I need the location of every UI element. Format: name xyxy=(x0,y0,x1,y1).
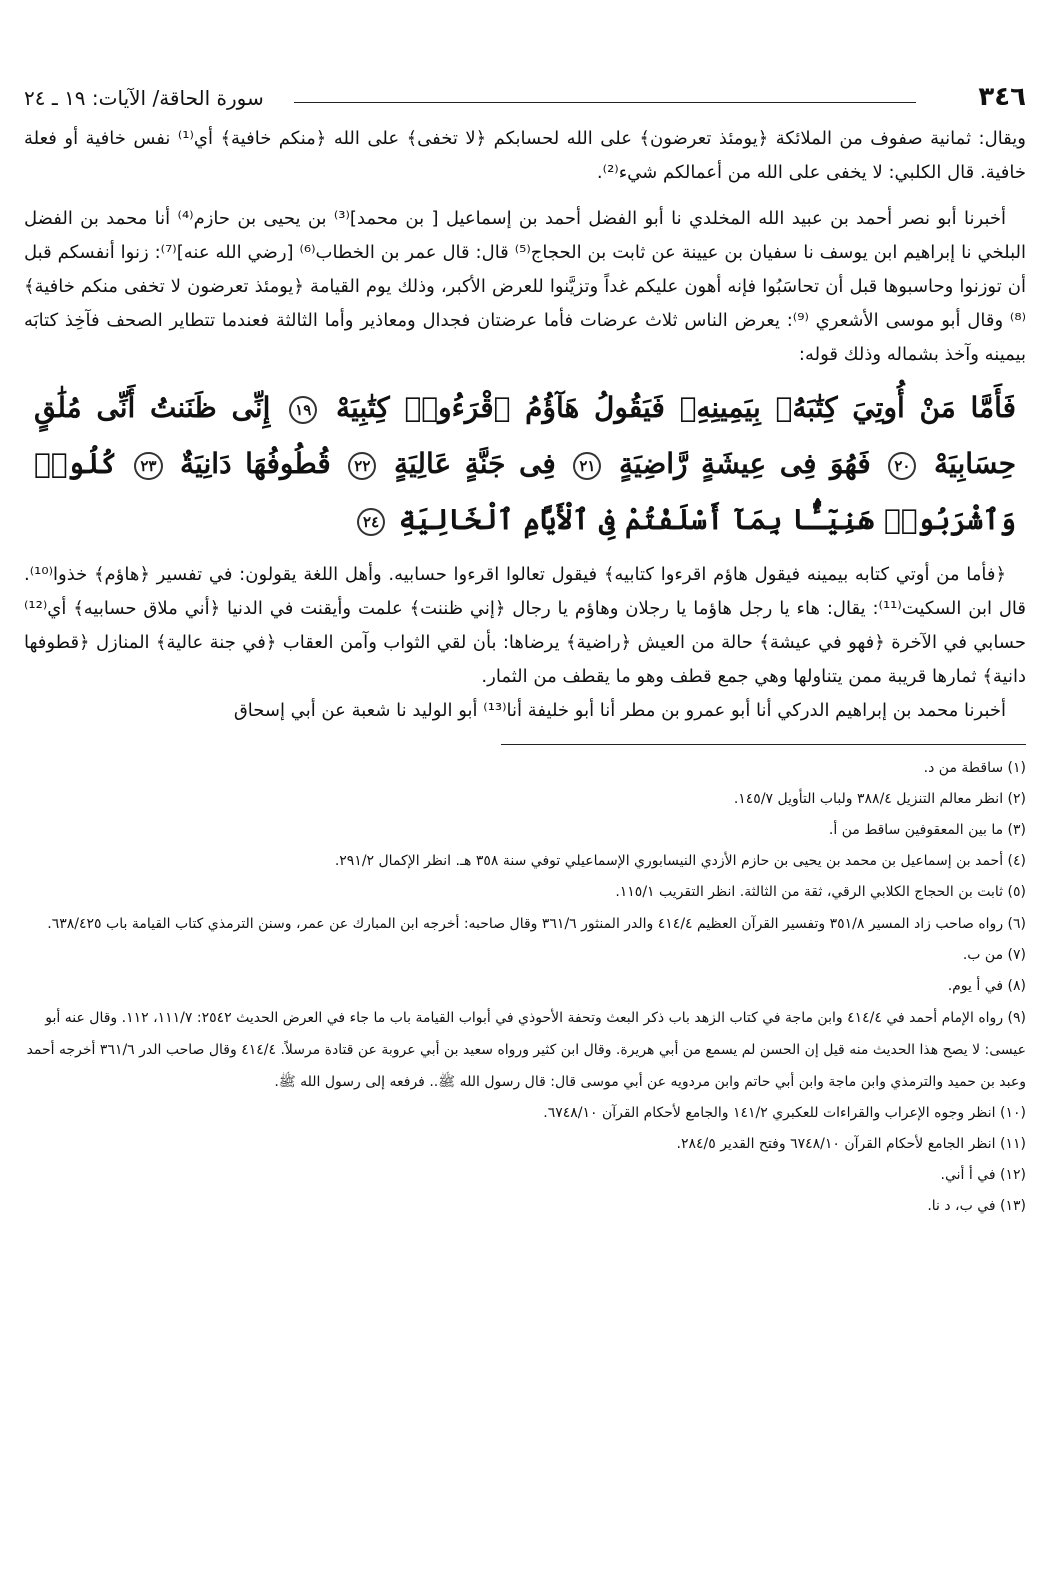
paragraph: ويقال: ثمانية صفوف من الملائكة ﴿يومئذ تعرضون﴾ على الله لحسابكم ﴿لا تخفى﴾ على الله ﴿منكم خافية﴾ أي⁽¹⁾ نفس خافية أو فعلة خافية. قال الكلبي: لا يخفى على الله من أعمالكم شيء⁽²⁾. xyxy=(24,128,1026,183)
ayah-number: ٢٤ xyxy=(357,508,385,536)
verse-text: قُطُوفُهَا دَانِيَةٌ xyxy=(180,447,331,480)
footnote: (٥) ثابت بن الحجاج الكلابي الرقي، ثقة من الثالثة. انظر التقريب ١١٥/١. xyxy=(615,884,1026,900)
footnote: (٧) من ب. xyxy=(962,947,1026,963)
footnote: (٢) انظر معالم التنزيل ٣٨٨/٤ ولباب التأويل ١٤٥/٧. xyxy=(733,791,1026,807)
footnotes xyxy=(24,753,1026,1222)
ayah-number: ٢٣ xyxy=(134,452,162,480)
ayah-number: ٢٠ xyxy=(888,452,916,480)
ayah-number: ٢١ xyxy=(573,452,601,480)
ayah-number: ٢٢ xyxy=(348,452,376,480)
footnote: (٤) أحمد بن إسماعيل بن محمد بن يحيى بن حازم الأزدي النيسابوري الإسماعيلي توفي سنة ٣٥٨ هـ. انظر الإكمال ٢٩١/٢. xyxy=(334,853,1026,869)
footnote: (٦) رواه صاحب زاد المسير ٣٥١/٨ وتفسير القرآن العظيم ٤١٤/٤ والدر المنثور ٣٦١/٦ وقال صاحبه: أخرجه ابن المبارك عن عمر، وسنن الترمذي كتاب القيامة باب ٦٣٨/٤٢٥. xyxy=(47,916,1026,932)
page-number: ٣٤٦ xyxy=(978,82,1026,112)
footnote: (١١) انظر الجامع لأحكام القرآن ٦٧٤٨/١٠ وفتح القدير ٢٨٤/٥. xyxy=(676,1136,1026,1152)
paragraph: أخبرنا أبو نصر أحمد بن عبيد الله المخلدي نا أبو الفضل أحمد بن إسماعيل [ بن محمد]⁽³⁾ بن يحيى بن حازم⁽⁴⁾ أنا محمد بن الفضل البلخي نا إبراهيم ابن يوسف نا سفيان بن عيينة عن ثابت بن الحجاج⁽⁵⁾ قال: قال عمر بن الخطاب⁽⁶⁾ [رضي الله عنه]⁽⁷⁾: زنوا أنفسكم قبل أن توزنوا وحاسبوها قبل أن تحاسَبُوا فإنه أهون عليكم غداً وتزيَّنوا للعرض الأكبر، وذلك يوم القيامة ﴿يومئذ تعرضون لا تخفى منكم خافية﴾⁽⁸⁾ وقال أبو موسى الأشعري ⁽⁹⁾: يعرض الناس ثلاث عرضات فأما عرضتان فجدال ومعاذير وأما الثالثة فعندما تتطاير الصحف فآخِذ كتابَه بيمينه وآخذ بشماله وذلك قوله: xyxy=(24,208,1027,365)
verse-text: كُلُوا۟ وَٱشْرَبُوا۟ هَنِيٓـًٔۢا بِمَآ أَسْلَفْتُمْ فِى ٱلْأَيَّامِ ٱلْخَالِيَةِ xyxy=(34,447,1016,536)
footnote: (١٢) في أ أني. xyxy=(940,1167,1026,1183)
main-text xyxy=(24,122,1026,728)
page-header xyxy=(24,82,1026,122)
footnote-rule xyxy=(501,744,1026,745)
verse-text: فَهُوَ فِى عِيشَةٍ رَّاضِيَةٍ xyxy=(618,447,871,480)
ayah-number: ١٩ xyxy=(289,396,317,424)
paragraph: ﴿فأما من أوتي كتابه بيمينه فيقول هاؤم اقرءوا كتابيه﴾ فيقول تعالوا اقرءوا حسابيه. وأهل اللغة يقولون: في تفسير ﴿هاؤم﴾ خذوا⁽¹⁰⁾. قال ابن السكيت⁽¹¹⁾: يقال: هاء يا رجل هاؤما يا رجلان وهاؤم يا رجال ﴿إني ظننت﴾ علمت وأيقنت في الدنيا ﴿أني ملاق حسابيه﴾ أي⁽¹²⁾ حسابي في الآخرة ﴿فهو في عيشة﴾ حالة من العيش ﴿راضية﴾ يرضاها: بأن لقي الثواب وآمن العقاب ﴿في جنة عالية﴾ المنازل ﴿قطوفها دانية﴾ ثمارها قريبة ممن يتناولها وهي جمع قطف وهو ما يقطف من الثمار. xyxy=(24,564,1026,687)
paragraph: أخبرنا محمد بن إبراهيم الدركي أنا أبو عمرو بن مطر أنا أبو خليفة أنا⁽¹³⁾ أبو الوليد نا شعبة عن أبي إسحاق xyxy=(233,700,1006,721)
header-rule xyxy=(294,102,916,103)
verse-text: إِنِّى ظَنَنتُ أَنِّى مُلَٰقٍ حِسَابِيَهْ xyxy=(34,391,1017,480)
running-title: سورة الحاقة/ الآيات: ١٩ ـ ٢٤ xyxy=(24,86,264,110)
verse-text: فِى جَنَّةٍ عَالِيَةٍ xyxy=(393,447,556,480)
footnote: (١) ساقطة من د. xyxy=(923,760,1026,776)
verse-text: فَأَمَّا مَنْ أُوتِيَ كِتَٰبَهُۥ بِيَمِينِهِۦ فَيَقُولُ هَآؤُمُ ٱقْرَءُوا۟ كِتَٰبِيَهْ xyxy=(336,391,1016,424)
quran-verses xyxy=(34,380,1016,548)
footnote: (١٣) في ب، د نا. xyxy=(927,1198,1026,1214)
footnote: (١٠) انظر وجوه الإعراب والقراءات للعكبري ١٤١/٢ والجامع لأحكام القرآن ٦٧٤٨/١٠. xyxy=(543,1105,1026,1121)
footnote: (٨) في أ يوم. xyxy=(947,978,1026,994)
footnote: (٣) ما بين المعقوفين ساقط من أ. xyxy=(828,822,1026,838)
footnote: (٩) رواه الإمام أحمد في ٤١٤/٤ وابن ماجة في كتاب الزهد باب ذكر البعث وتحفة الأحوذي في أبواب القيامة باب ما جاء في العرض الحديث ٢٥٤٢: ١١١/٧، ١١٢. وقال عنه أبو عيسى: لا يصح هذا الحديث منه قيل إن الحسن لم يسمع من أبي هريرة. وقال ابن كثير ورواه سعيد بن أبي عروبة عن قتادة مرسلاً. ٤١٤/٤ وقال صاحب الدر ٣٦١/٦ أخرجه أحمد وعبد بن حميد والترمذي وابن ماجة وابن أبي حاتم وابن مردويه عن أبي موسى قال: قال رسول الله ﷺ.. فرفعه إلى رسول الله ﷺ. xyxy=(26,1010,1026,1090)
